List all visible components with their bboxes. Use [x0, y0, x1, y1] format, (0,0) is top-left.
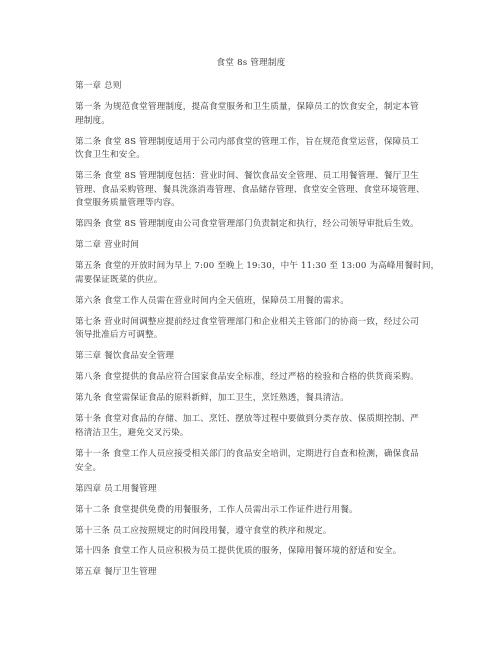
- paragraph-line: 第一条 为规范食堂管理制度，提高食堂服务和卫生质量，保障员工的饮食安全，制定本管: [75, 101, 419, 112]
- paragraph: [75, 483, 435, 497]
- paragraph-line: 第六条 食堂工作人员需在营业时间内全天值班，保障员工用餐的需求。: [75, 295, 349, 306]
- paragraph: [75, 170, 435, 211]
- paragraph: [75, 218, 435, 232]
- paragraph: [75, 545, 435, 559]
- paragraph-line: 第十条 食堂对食品的存储、加工、烹饪、摆放等过程中要做到分类存放、保质期控制、严: [75, 414, 419, 425]
- paragraph-line: 饮食卫生和安全。: [75, 150, 145, 161]
- paragraph: [75, 566, 435, 580]
- paragraph-line: 第二条 食堂 8S 管理制度适用于公司内部食堂的管理工作，旨在规范食堂运营，保障员工: [75, 136, 419, 147]
- paragraph-line: 第四章 员工用餐管理: [75, 483, 157, 494]
- paragraph: [75, 316, 435, 343]
- paragraph: [75, 295, 435, 309]
- paragraph: [75, 371, 435, 385]
- paragraph-line: 第二章 营业时间: [75, 240, 140, 251]
- paragraph-line: 管理、食品采购管理、餐具洗涤消毒管理、食品储存管理、食堂安全管理、食堂环境管理、: [75, 184, 425, 195]
- paragraph-line: 理制度。: [75, 115, 110, 126]
- document-body: [75, 80, 440, 587]
- paragraph-line: 第十二条 食堂提供免费的用餐服务，工作人员需出示工作证件进行用餐。: [75, 504, 358, 515]
- paragraph-line: 第十四条 食堂工作人员应积极为员工提供优质的服务，保障用餐环境的舒适和安全。: [75, 546, 402, 557]
- paragraph: [75, 392, 435, 406]
- paragraph-line: 格清洁卫生，避免交叉污染。: [75, 427, 189, 438]
- paragraph-line: 第四条 食堂 8S 管理制度由公司食堂管理部门负责制定和执行，经公司领导审批后生效。: [75, 219, 419, 230]
- paragraph: [75, 80, 435, 94]
- paragraph-line: 第五条 食堂的开放时间为早上 7:00 至晚上 19:30，中午 11:30 至 13:00 为高峰用餐时间，: [75, 261, 440, 272]
- paragraph-line: 第十三条 员工应按照规定的时间段用餐，遵守食堂的秩序和规定。: [75, 525, 332, 536]
- paragraph: [75, 136, 435, 163]
- paragraph: [75, 350, 435, 364]
- paragraph: [75, 525, 435, 539]
- paragraph-line: 第七条 营业时间调整应提前经过食堂管理部门和企业相关主管部门的协商一致，经过公司: [75, 316, 419, 327]
- paragraph-line: 第一章 总则: [75, 81, 122, 91]
- paragraph-line: 第九条 食堂需保证食品的原料新鲜，加工卫生，烹饪熟透，餐具清洁。: [75, 393, 349, 404]
- paragraph-line: 领导批准后方可调整。: [75, 330, 163, 341]
- paragraph-line: 第三条 食堂 8S 管理制度包括：营业时间、餐饮食品安全管理、员工用餐管理、餐厅卫生: [75, 171, 419, 182]
- paragraph: [75, 413, 435, 440]
- paragraph: [75, 260, 440, 287]
- paragraph: [75, 239, 435, 253]
- paragraph-line: 安全。: [75, 462, 102, 473]
- paragraph-line: 第八条 食堂提供的食品应符合国家食品安全标准，经过严格的检验和合格的供货商采购。: [75, 372, 419, 383]
- paragraph-line: 第三章 餐饮食品安全管理: [75, 351, 175, 362]
- paragraph-line: 食堂服务质量管理等内容。: [75, 198, 180, 209]
- paragraph: [75, 101, 435, 128]
- paragraph: [75, 448, 435, 475]
- paragraph-line: 需要保证既菜的供应。: [75, 274, 163, 285]
- paragraph-line: 第十一条 食堂工作人员应接受相关部门的食品安全培训，定期进行自查和检测，确保食品: [75, 448, 419, 459]
- paragraph-line: 第五章 餐厅卫生管理: [75, 567, 157, 578]
- paragraph: [75, 504, 435, 518]
- document-title: 食堂 8s 管理制度: [216, 58, 286, 68]
